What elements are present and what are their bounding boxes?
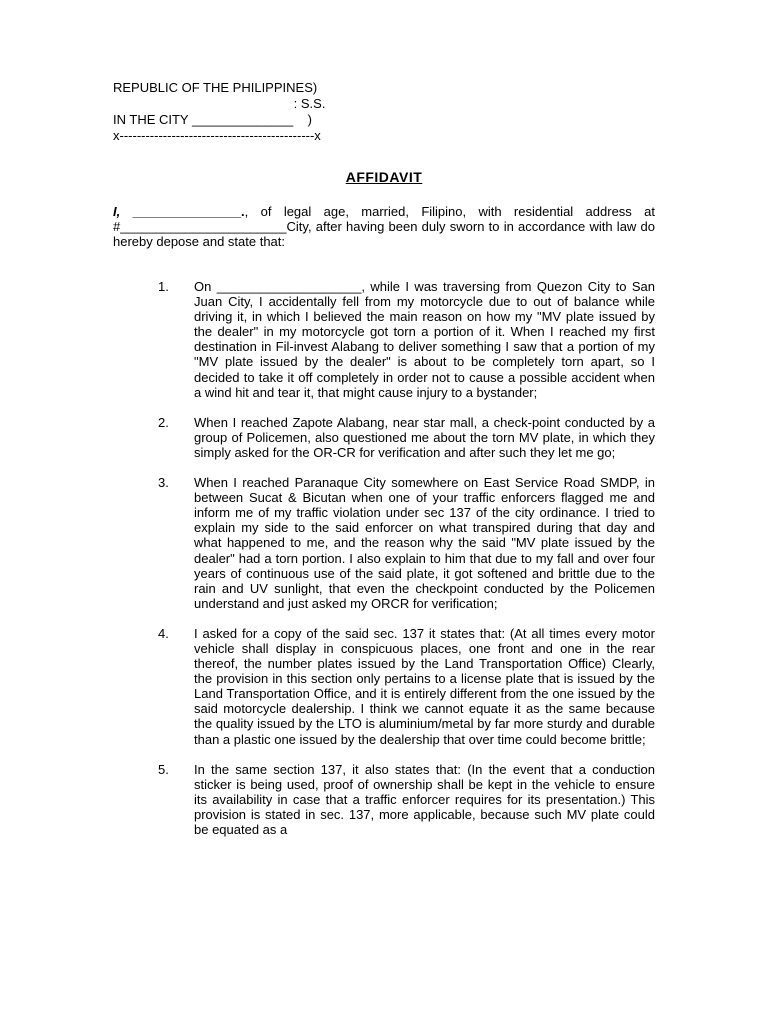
- statement-text: I asked for a copy of the said sec. 137 it states that: (At all times every motor vehicle shall display in conspicuous places, one front and one in the rear thereof, the number plates issued by the Land Transportation Office) Clearly, the provision in this section only pertains to a license plate that is issued by the Land Transportation Office, and it is entirely different from the one issued by the said motorcycle dealership. I think we cannot equate it as the same because the quality issued by the LTO is aluminium/metal by far more sturdy and durable than a plastic one issued by the dealership that over time could become brittle;: [194, 625, 655, 747]
- statement-item: [113, 415, 655, 460]
- document-caption: [113, 80, 413, 144]
- statement-number: 4.: [158, 625, 169, 641]
- statement-text: In the same section 137, it also states that: (In the event that a conduction sticker is being used, proof of ownership shall be kept in the vehicle to ensure its availability in case that a traffic enforcer requires for its presentation.) This provision is stated in sec. 137, more applicable, because such MV plate could be equated as a: [194, 761, 655, 837]
- affiant-pronoun: I,: [113, 204, 121, 219]
- caption-city-line: IN THE CITY ______________ ): [113, 112, 312, 127]
- statement-text: When I reached Paranaque City somewhere on East Service Road SMDP, in between Sucat & Bicutan when one of your traffic enforcers flagged me and inform me of my traffic violation under sec 137 of the city ordinance. I tried to explain my side to the said enforcer on what transpired during that day and what happened to me, and the reason why the said "MV plate issued by the dealer" had a torn portion. I also explain to him that due to my fall and over four years of continuous use of the said plate, it got softened and brittle due to the rain and UV sunlight, that even the checkpoint conducted by the Policemen understand and just asked my ORCR for verification;: [194, 475, 655, 611]
- statement-item: [113, 762, 655, 837]
- statement-number: 2.: [158, 414, 169, 430]
- caption-republic-line: REPUBLIC OF THE PHILIPPINES): [113, 80, 318, 95]
- intro-paragraph: [113, 204, 655, 249]
- statement-item: [113, 475, 655, 611]
- affiant-name-blank: _______________.: [132, 204, 245, 219]
- statement-item: [113, 626, 655, 747]
- statement-item: [113, 279, 655, 400]
- document-title: AFFIDAVIT: [345, 169, 423, 185]
- statement-number: 5.: [158, 761, 169, 777]
- caption-separator-line: x---------------------------------------------x: [113, 128, 321, 143]
- statement-number: 3.: [158, 475, 169, 491]
- statement-text: On ____________________, while I was traversing from Quezon City to San Juan City, I accidentally fell from my motorcycle due to out of balance while driving it, in which I believed the main reason on how my "MV plate issued by the dealer" in my motorcycle got torn a portion of it. When I reached my first destination in Fil-invest Alabang to deliver something I saw that a portion of my "MV plate issued by the dealer" is about to be completely torn apart, so I decided to take it off completely in order not to cause a possible accident when a wind hit and tear it, that might cause injury to a bystander;: [194, 279, 655, 400]
- statement-number: 1.: [158, 279, 169, 294]
- statement-list: [113, 279, 655, 852]
- intro-text: , of legal age, married, Filipino, with residential address at #_______________________City, after having been duly sworn to in accordance with law do hereby depose and state that:: [113, 204, 655, 249]
- statement-text: When I reached Zapote Alabang, near star mall, a check-point conducted by a group of Policemen, also questioned me about the torn MV plate, in which they simply asked for the OR-CR for verification and after such they let me go;: [194, 414, 655, 460]
- caption-ss-line: : S.S.: [113, 96, 326, 111]
